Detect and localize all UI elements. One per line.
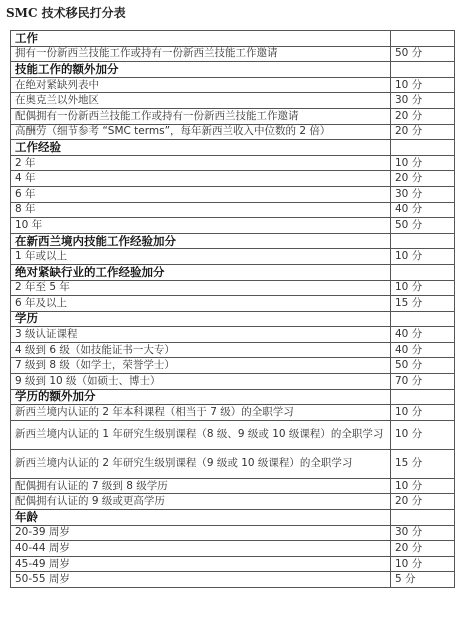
table-row — [11, 342, 455, 358]
table-row — [11, 77, 455, 93]
points-cell — [391, 311, 455, 327]
criterion-label: 配偶拥有认证的 7 级到 8 级学历 — [11, 478, 391, 494]
section-header-row — [11, 389, 455, 405]
criterion-label: 2 年 — [11, 155, 391, 171]
criterion-label: 新西兰境内认证的 1 年研究生级别课程（8 级、9 级或 10 级课程）的全职学习 — [11, 420, 391, 449]
table-row — [11, 93, 455, 109]
criterion-label: 4 年 — [11, 171, 391, 187]
points-cell — [391, 233, 455, 249]
criterion-label: 配偶拥有一份新西兰技能工作或持有一份新西兰技能工作邀请 — [11, 108, 391, 124]
table-row — [11, 374, 455, 390]
section-title: 学历的额外加分 — [11, 389, 391, 405]
points-cell: 10 分 — [391, 556, 455, 572]
points-cell — [391, 264, 455, 280]
points-cell — [391, 140, 455, 156]
table-row — [11, 218, 455, 234]
section-title: 在新西兰境内技能工作经验加分 — [11, 233, 391, 249]
table-row — [11, 202, 455, 218]
points-cell: 5 分 — [391, 572, 455, 588]
section-title: 技能工作的额外加分 — [11, 62, 391, 78]
section-title: 学历 — [11, 311, 391, 327]
points-cell: 10 分 — [391, 249, 455, 265]
criterion-label: 9 级到 10 级（如硕士、博士） — [11, 374, 391, 390]
section-header-row — [11, 510, 455, 526]
section-title: 年龄 — [11, 510, 391, 526]
points-cell: 20 分 — [391, 171, 455, 187]
points-cell: 30 分 — [391, 93, 455, 109]
table-row — [11, 124, 455, 140]
table-row — [11, 280, 455, 296]
points-cell: 20 分 — [391, 494, 455, 510]
points-cell — [391, 31, 455, 47]
points-cell — [391, 389, 455, 405]
criterion-label: 在奥克兰以外地区 — [11, 93, 391, 109]
points-cell: 30 分 — [391, 525, 455, 541]
table-row — [11, 327, 455, 343]
table-row — [11, 556, 455, 572]
criterion-label: 6 年 — [11, 186, 391, 202]
criterion-label: 拥有一份新西兰技能工作或持有一份新西兰技能工作邀请 — [11, 46, 391, 62]
criterion-label: 7 级到 8 级（如学士，荣誉学士） — [11, 358, 391, 374]
table-row — [11, 186, 455, 202]
section-title: 工作 — [11, 31, 391, 47]
points-cell: 10 分 — [391, 420, 455, 449]
points-cell: 15 分 — [391, 449, 455, 478]
table-row — [11, 108, 455, 124]
points-table — [10, 30, 455, 588]
table-row — [11, 420, 455, 449]
points-cell: 40 分 — [391, 202, 455, 218]
page-title: SMC 技术移民打分表 — [6, 6, 126, 20]
points-cell: 20 分 — [391, 541, 455, 557]
section-header-row — [11, 311, 455, 327]
criterion-label: 6 年及以上 — [11, 296, 391, 312]
points-cell: 10 分 — [391, 77, 455, 93]
table-row — [11, 46, 455, 62]
points-cell: 10 分 — [391, 478, 455, 494]
criterion-label: 40-44 周岁 — [11, 541, 391, 557]
section-header-row — [11, 31, 455, 47]
table-row — [11, 358, 455, 374]
points-cell: 70 分 — [391, 374, 455, 390]
table-row — [11, 572, 455, 588]
points-cell: 40 分 — [391, 327, 455, 343]
table-row — [11, 405, 455, 421]
criterion-label: 在绝对紧缺列表中 — [11, 77, 391, 93]
section-title: 工作经验 — [11, 140, 391, 156]
table-row — [11, 249, 455, 265]
criterion-label: 20-39 周岁 — [11, 525, 391, 541]
criterion-label: 2 年至 5 年 — [11, 280, 391, 296]
criterion-label: 3 级认证课程 — [11, 327, 391, 343]
section-header-row — [11, 140, 455, 156]
criterion-label: 10 年 — [11, 218, 391, 234]
points-cell: 30 分 — [391, 186, 455, 202]
criterion-label: 50-55 周岁 — [11, 572, 391, 588]
table-row — [11, 541, 455, 557]
points-cell: 10 分 — [391, 405, 455, 421]
criterion-label: 8 年 — [11, 202, 391, 218]
criterion-label: 4 级到 6 级（如技能证书一大专） — [11, 342, 391, 358]
table-row — [11, 478, 455, 494]
points-cell: 50 分 — [391, 218, 455, 234]
table-row — [11, 171, 455, 187]
table-row — [11, 155, 455, 171]
table-row — [11, 296, 455, 312]
criterion-label: 配偶拥有认证的 9 级或更高学历 — [11, 494, 391, 510]
table-row — [11, 525, 455, 541]
criterion-label: 1 年或以上 — [11, 249, 391, 265]
criterion-label: 新西兰境内认证的 2 年本科课程（相当于 7 级）的全职学习 — [11, 405, 391, 421]
table-row — [11, 449, 455, 478]
points-cell — [391, 510, 455, 526]
points-cell: 10 分 — [391, 155, 455, 171]
points-cell: 20 分 — [391, 124, 455, 140]
points-cell: 50 分 — [391, 46, 455, 62]
points-cell: 40 分 — [391, 342, 455, 358]
section-header-row — [11, 62, 455, 78]
points-cell: 20 分 — [391, 108, 455, 124]
section-header-row — [11, 233, 455, 249]
criterion-label: 新西兰境内认证的 2 年研究生级别课程（9 级或 10 级课程）的全职学习 — [11, 449, 391, 478]
points-table-body — [11, 31, 455, 588]
section-title: 绝对紧缺行业的工作经验加分 — [11, 264, 391, 280]
points-cell: 10 分 — [391, 280, 455, 296]
section-header-row — [11, 264, 455, 280]
criterion-label: 45-49 周岁 — [11, 556, 391, 572]
points-cell: 15 分 — [391, 296, 455, 312]
criterion-label: 高酬劳（细节参考 “SMC terms”，每年新西兰收入中位数的 2 倍） — [11, 124, 391, 140]
points-cell — [391, 62, 455, 78]
table-row — [11, 494, 455, 510]
points-cell: 50 分 — [391, 358, 455, 374]
